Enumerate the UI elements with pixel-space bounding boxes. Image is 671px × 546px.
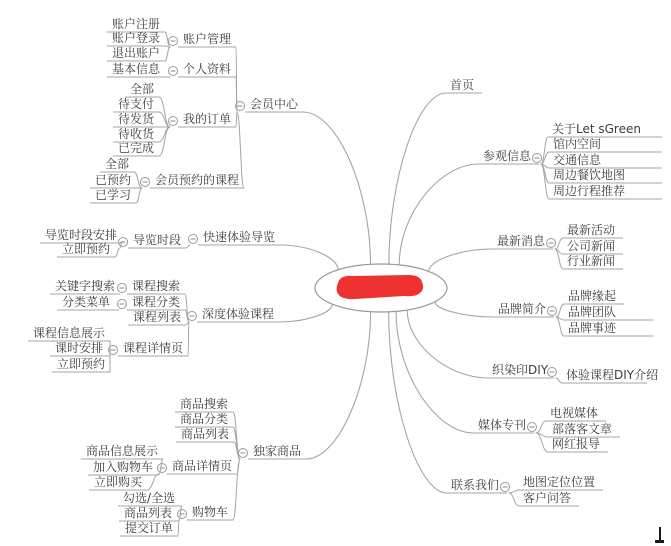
edge [396,311,474,433]
node-profile[interactable]: 个人资料 [183,62,232,76]
node-add-to-cart[interactable]: 加入购物车 [93,460,154,474]
node-mcourse-all[interactable]: 全部 [105,157,130,171]
node-account-register[interactable]: 账户注册 [112,17,161,31]
edge [233,459,240,520]
edge [389,312,447,493]
edge [509,493,519,506]
node-industry-news[interactable]: 行业新闻 [567,254,616,268]
collapse-icon[interactable] [169,117,178,126]
node-course-search[interactable]: 课程搜索 [132,279,181,293]
node-keyword-search[interactable]: 关键字搜索 [55,279,116,293]
node-tour-slot[interactable]: 导览时段 [133,233,182,247]
node-member-center[interactable]: 会员中心 [250,97,299,111]
edge [188,322,189,356]
node-map-location[interactable]: 地图定位位置 [523,475,596,489]
node-cart[interactable]: 购物车 [192,505,229,519]
collapse-icon[interactable] [189,235,198,244]
node-hall-space[interactable]: 馆内空间 [553,137,602,151]
node-course-category[interactable]: 课程分类 [132,295,181,309]
node-mcourse-reserved[interactable]: 已预约 [95,173,132,187]
node-basic-info[interactable]: 基本信息 [112,62,161,76]
edge [178,520,179,536]
node-brand-intro[interactable]: 品牌简介 [498,302,547,316]
node-news[interactable]: 最新消息 [497,234,546,248]
collapse-icon[interactable] [547,239,556,248]
collapse-icon[interactable] [158,464,167,473]
node-home[interactable]: 首页 [450,78,475,92]
root-node-group [315,264,447,312]
node-brand-deeds[interactable]: 品牌事迹 [568,321,617,335]
node-blogger-articles[interactable]: 部落客文章 [552,422,613,436]
edge [306,312,371,459]
cursor-artifact [655,527,664,543]
collapse-icon[interactable] [169,67,178,76]
edge [555,238,563,249]
node-company-news[interactable]: 公司新闻 [567,239,616,253]
node-course-detail[interactable]: 课程详情页 [123,341,184,355]
node-cart-goods-list[interactable]: 商品列表 [124,506,173,520]
node-account-logout[interactable]: 退出账户 [112,46,161,60]
collapse-icon[interactable] [118,284,127,293]
node-account-mgmt[interactable]: 账户管理 [183,32,232,46]
edge [435,302,494,317]
edge [115,248,120,257]
node-goods-search[interactable]: 商品搜索 [180,397,229,411]
node-goods-category[interactable]: 商品分类 [180,412,229,426]
node-tv-media[interactable]: 电视媒体 [550,406,599,420]
collapse-icon[interactable] [178,510,187,519]
node-nearby-food-map[interactable]: 周边餐饮地图 [553,168,626,182]
node-orders-pending-ship[interactable]: 待发货 [118,112,155,126]
edge [536,433,548,452]
node-orders-finished[interactable]: 已完成 [118,141,155,155]
node-goods-detail[interactable]: 商品详情页 [172,459,233,473]
node-traffic-info[interactable]: 交通信息 [553,153,602,167]
node-class-schedule[interactable]: 课时安排 [55,341,104,355]
edge [280,245,338,270]
edge [236,112,237,127]
collapse-icon[interactable] [188,312,197,321]
node-my-orders[interactable]: 我的订单 [183,112,232,126]
node-account-login[interactable]: 账户登录 [112,31,161,45]
node-cart-select-all[interactable]: 勾选/全选 [123,491,176,505]
edge [399,164,479,265]
edge [186,245,190,248]
collapse-icon[interactable] [501,483,510,492]
node-orders-pending-recv[interactable]: 待收货 [118,127,155,141]
edge [407,310,488,378]
node-goods-list[interactable]: 商品列表 [181,427,230,441]
node-contact-us[interactable]: 联系我们 [451,478,500,492]
node-visit-info[interactable]: 参观信息 [483,149,532,163]
node-course-info-display[interactable]: 课程信息展示 [33,326,106,340]
edge [509,490,519,493]
edge [136,188,142,203]
node-member-courses[interactable]: 会员预约的课程 [155,173,240,187]
node-mcourse-learned[interactable]: 已学习 [95,188,132,202]
node-cart-submit-order[interactable]: 提交订单 [125,521,174,535]
node-customer-qa[interactable]: 客户问答 [523,491,572,505]
edge [389,93,446,264]
node-tour-slot-schedule[interactable]: 导览时段安排 [45,228,118,242]
collapse-icon[interactable] [118,300,127,309]
node-exclusive-goods[interactable]: 独家商品 [253,444,302,458]
node-weaving-dye-diy[interactable]: 织染印DIY [492,363,549,377]
redaction-scribble [337,275,423,299]
edge [165,47,170,61]
node-latest-activities[interactable]: 最新活动 [567,223,616,237]
edge [536,421,546,433]
node-orders-pending-pay[interactable]: 待支付 [118,97,155,111]
edge [303,112,370,264]
node-media-special[interactable]: 媒体专刊 [478,418,527,432]
collapse-icon[interactable] [169,37,178,46]
node-diy-course-intro[interactable]: 体验课程DIY介绍 [566,368,659,382]
collapse-icon[interactable] [533,154,542,163]
node-brand-team[interactable]: 品牌团队 [568,305,617,319]
edge [147,474,159,490]
node-nearby-trip-recommend[interactable]: 周边行程推荐 [553,184,626,198]
collapse-icon[interactable] [548,307,557,316]
node-quick-tour[interactable]: 快速体验导览 [203,230,276,244]
node-influencer-reports[interactable]: 网红报导 [552,437,601,451]
collapse-icon[interactable] [119,238,128,247]
node-brand-origin[interactable]: 品牌缘起 [568,289,617,303]
node-deep-course[interactable]: 深度体验课程 [202,307,275,321]
node-orders-all[interactable]: 全部 [130,82,155,96]
node-course-list[interactable]: 课程列表 [133,310,182,324]
collapse-icon[interactable] [528,423,537,432]
node-buy-now[interactable]: 立即购买 [94,475,143,489]
node-goods-info-display[interactable]: 商品信息展示 [86,444,159,458]
edge [279,304,332,322]
node-course-reserve-now[interactable]: 立即预约 [57,357,106,371]
edge [429,249,493,271]
edge [556,378,562,383]
collapse-icon[interactable] [239,449,248,458]
collapse-icon[interactable] [141,178,150,187]
edge [556,304,564,317]
collapse-icon[interactable] [548,368,557,377]
node-tour-reserve-now[interactable]: 立即预约 [62,242,111,256]
node-about-letsgreen[interactable]: 关于Let sGreen [552,122,641,136]
node-category-menu[interactable]: 分类菜单 [62,295,111,309]
